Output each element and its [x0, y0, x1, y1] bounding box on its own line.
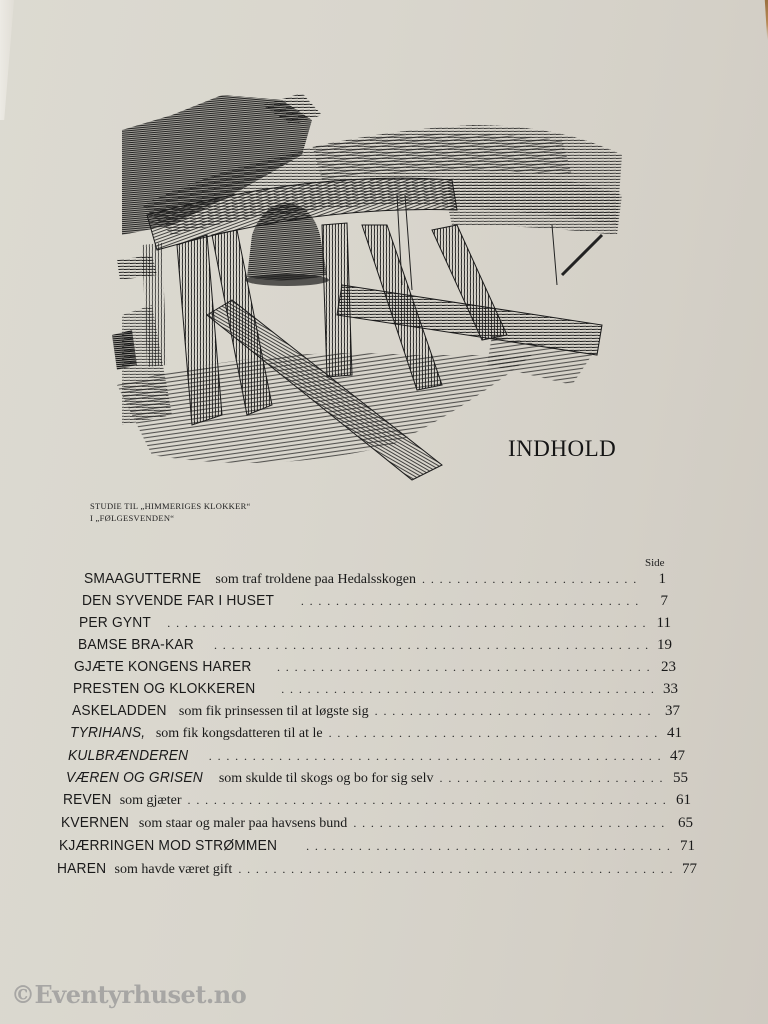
page-heading: INDHOLD: [508, 436, 617, 461]
dot-leader: [375, 704, 656, 719]
dot-leader: [440, 771, 664, 786]
dot-leader: [238, 862, 673, 877]
toc-entry-subtitle: som fik prinsessen til at løgste sig: [178, 704, 369, 719]
toc-entry[interactable]: [84, 570, 666, 592]
page-column-label: Side: [645, 557, 665, 569]
toc-entry[interactable]: [66, 769, 688, 791]
dot-leader: [329, 726, 658, 741]
bell-frame-illustration: [112, 85, 632, 485]
toc-entry-page: 47: [670, 748, 685, 764]
toc-entry-page: 61: [676, 792, 691, 808]
toc-entry-title: SMAAGUTTERNE: [84, 570, 202, 587]
toc-entry-subtitle: som staar og maler paa havsens bund: [138, 816, 348, 831]
toc-entry-page: 23: [661, 659, 676, 675]
dot-leader: [301, 594, 644, 609]
toc-entry-title: BAMSE BRA-KAR: [78, 636, 194, 653]
toc-entry-title: KVERNEN: [61, 814, 130, 831]
toc-entry-subtitle: som skulde til skogs og bo for sig selv: [218, 771, 434, 786]
dot-leader: [209, 749, 661, 764]
toc-entry[interactable]: [78, 636, 672, 658]
toc-entry[interactable]: [57, 860, 697, 882]
toc-entry[interactable]: [61, 814, 693, 836]
copyright-watermark: ©Eventyrhuset.no: [11, 980, 247, 1009]
toc-entry-title: PRESTEN OG KLOKKEREN: [73, 680, 256, 697]
toc-entry-title: KJÆRRINGEN MOD STRØMMEN: [59, 837, 278, 854]
toc-entry-title: HAREN: [57, 860, 107, 877]
toc-entry-page: 19: [657, 637, 672, 653]
dot-leader: [422, 572, 642, 587]
toc-entry[interactable]: [72, 702, 680, 724]
toc-entry-page: 33: [663, 681, 678, 697]
toc-entry-page: 55: [673, 770, 688, 786]
toc-entry[interactable]: [70, 724, 682, 746]
toc-entry-page: 77: [682, 861, 697, 877]
dot-leader: [306, 839, 671, 854]
dot-leader: [188, 793, 667, 808]
dot-leader: [281, 682, 654, 697]
toc-entry-page: 65: [678, 815, 693, 831]
illustration-caption: [90, 500, 251, 524]
toc-entry-title: DEN SYVENDE FAR I HUSET: [82, 592, 275, 609]
dot-leader: [353, 816, 669, 831]
toc-entry-page: 71: [680, 838, 695, 854]
toc-entry-title: REVEN: [63, 791, 112, 808]
toc-entry[interactable]: [79, 614, 671, 636]
toc-entry-title: KULBRÆNDEREN: [68, 747, 189, 764]
toc-entry-title: VÆREN OG GRISEN: [66, 769, 203, 786]
toc-entry-title: ASKELADDEN: [72, 702, 167, 719]
toc-entry-title: GJÆTE KONGENS HARER: [74, 658, 252, 675]
toc-entry-subtitle: som havde været gift: [114, 862, 233, 877]
toc-entry-subtitle: som traf troldene paa Hedalsskogen: [215, 572, 417, 587]
toc-entry[interactable]: [68, 747, 685, 769]
caption-line-1: STUDIE TIL „HIMMERIGES KLOKKER“: [90, 501, 251, 511]
toc-entry[interactable]: [74, 658, 676, 680]
toc-entry-page: 41: [667, 725, 682, 741]
toc-entry-subtitle: som gjæter: [119, 793, 182, 808]
toc-entry-title: TYRIHANS,: [70, 724, 146, 741]
toc-entry-title: PER GYNT: [79, 614, 152, 631]
toc-entry[interactable]: [73, 680, 678, 702]
toc-entry-page: 1: [658, 571, 666, 587]
toc-entry-page: 11: [656, 615, 671, 631]
page-edge-corner: [760, 0, 768, 40]
toc-entry-page: 37: [665, 703, 680, 719]
caption-line-2: I „FØLGESVENDEN“: [90, 513, 175, 523]
dot-leader: [214, 638, 648, 653]
toc-entry-subtitle: som fik kongsdatteren til at le: [155, 726, 323, 741]
dot-leader: [167, 616, 647, 631]
page-edge-left: [0, 0, 14, 120]
toc-entry[interactable]: [63, 791, 691, 813]
toc-entry-page: 7: [660, 593, 668, 609]
toc-entry[interactable]: [82, 592, 668, 614]
dot-leader: [277, 660, 652, 675]
toc-entry[interactable]: [59, 837, 695, 859]
